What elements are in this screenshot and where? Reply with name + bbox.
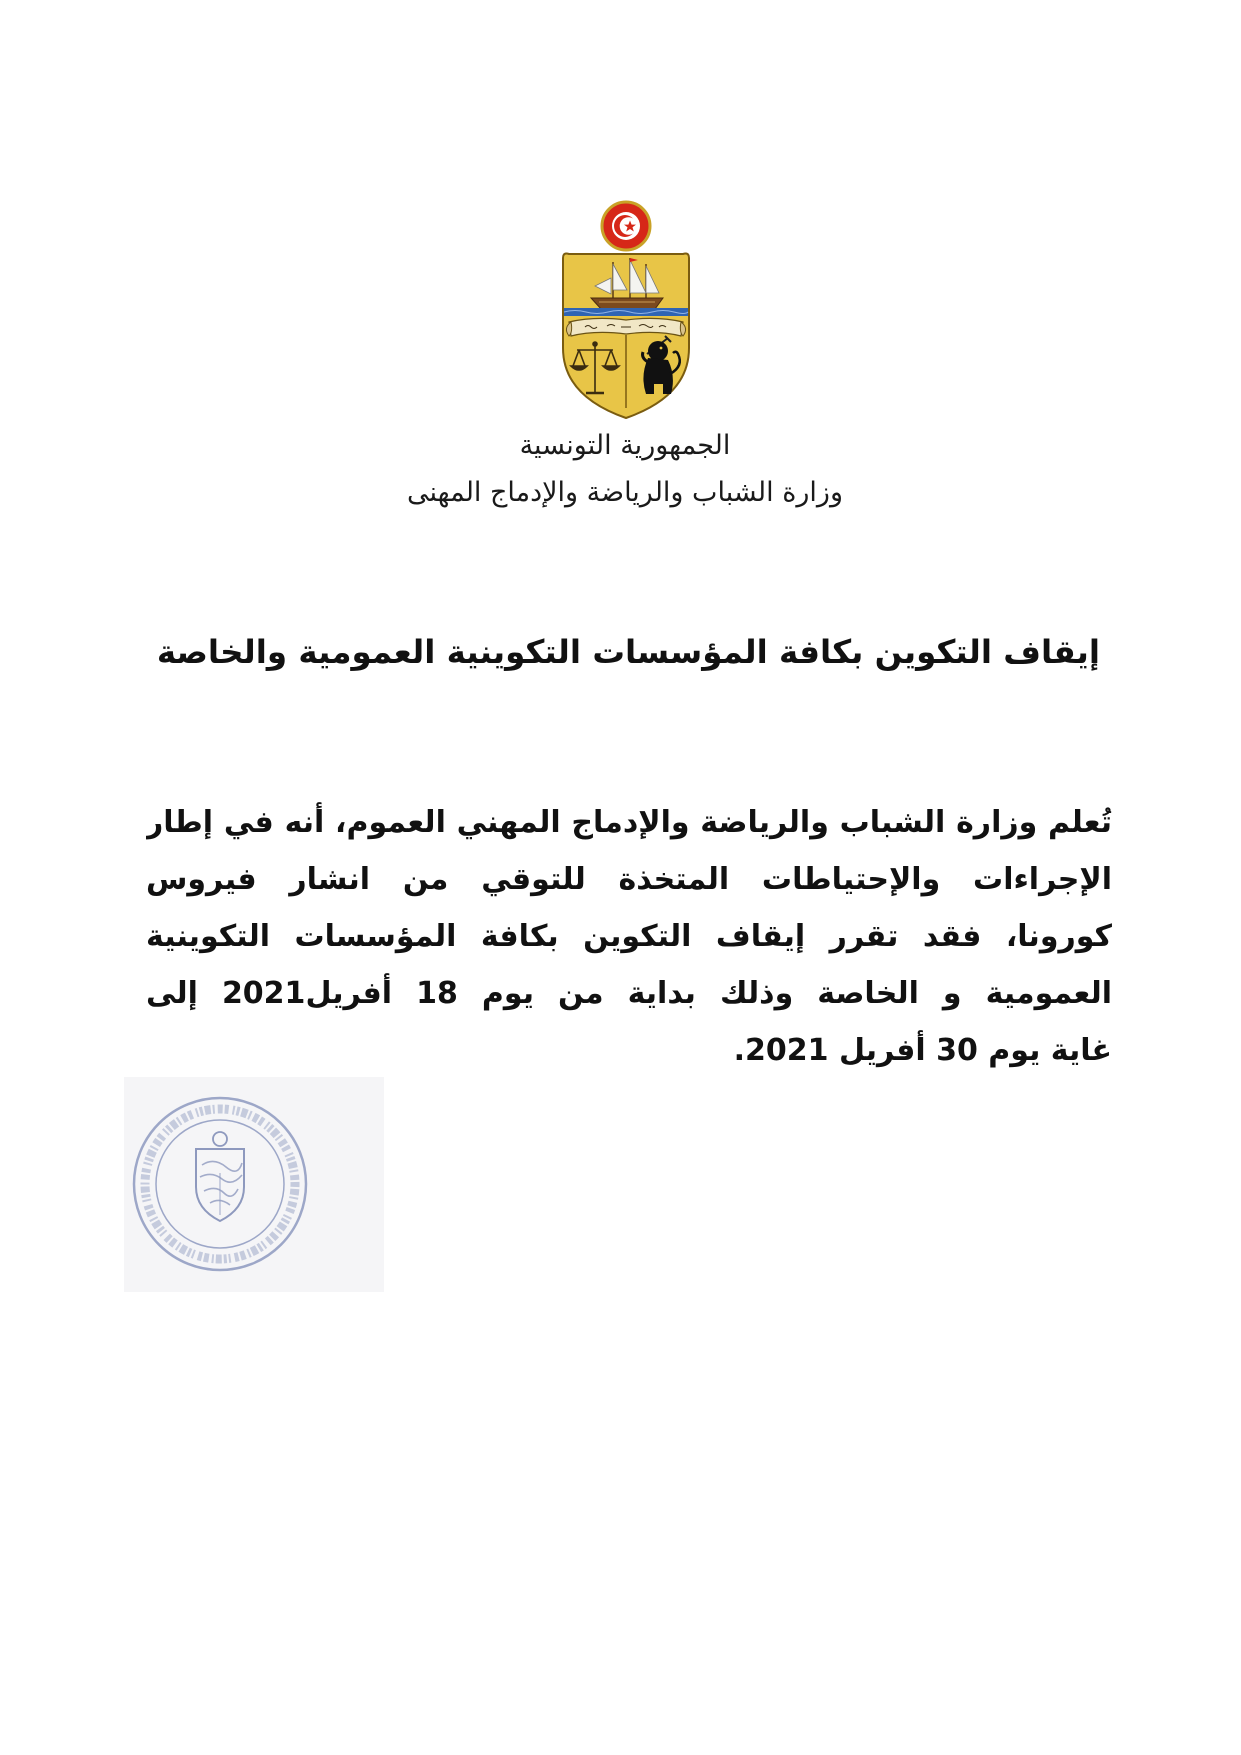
announcement-body — [146, 794, 1112, 1079]
announcement-title: إيقاف التكوين بكافة المؤسسات التكوينية العمومية والخاصة — [156, 633, 1100, 671]
body-line: كورونا، فقد تقرر إيقاف التكوين بكافة المؤسسات التكوينية — [146, 919, 1112, 954]
body-line: العمومية و الخاصة وذلك بداية من يوم 18 أفريل2021 إلى — [146, 976, 1112, 1011]
tunisia-coat-of-arms-icon — [555, 198, 697, 420]
body-line: الإجراءات والإحتياطات المتخذة للتوقي من انشار فيروس — [146, 862, 1112, 897]
flag-seal-icon — [602, 202, 650, 250]
ministry-name: وزارة الشباب والرياضة والإدماج المهنى — [406, 477, 844, 508]
body-line: غاية يوم 30 أفريل 2021. — [733, 1033, 1112, 1068]
ministry-official-stamp-icon — [124, 1077, 384, 1292]
country-name: الجمهورية التونسية — [519, 430, 731, 461]
body-line: تُعلم وزارة الشباب والرياضة والإدماج المهني العموم، أنه في إطار — [146, 805, 1112, 840]
